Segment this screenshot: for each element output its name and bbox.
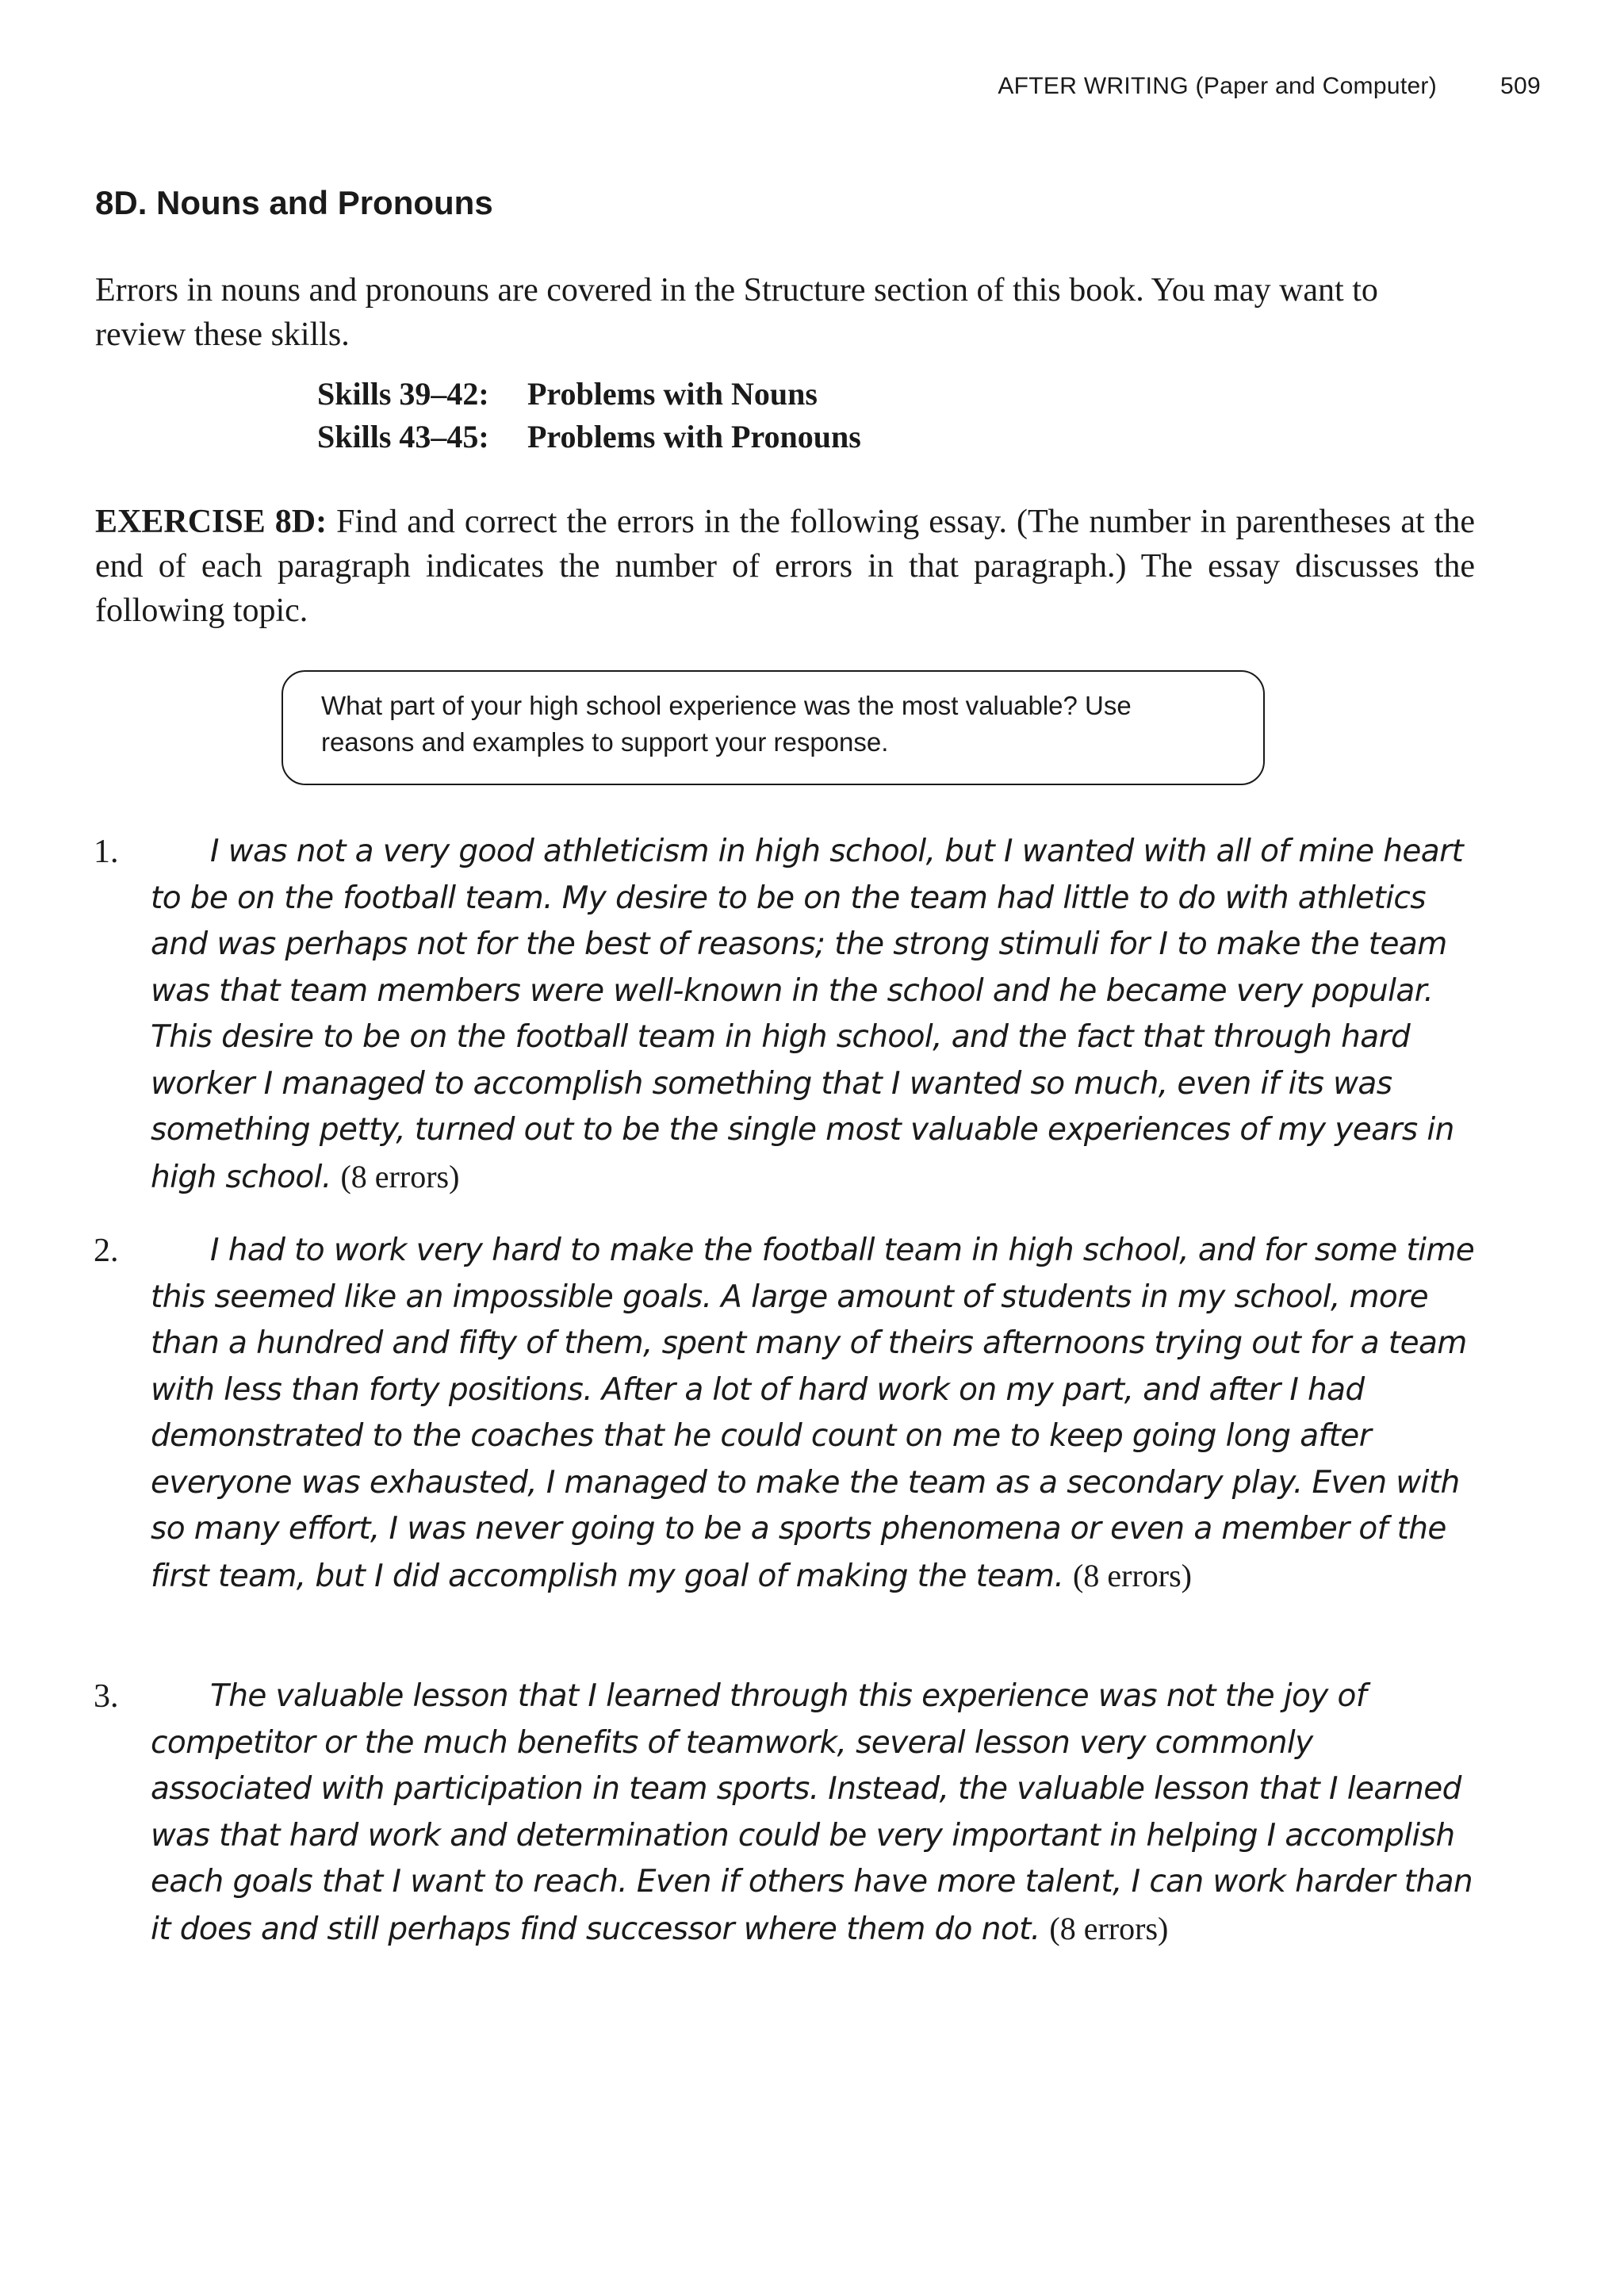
- error-count: (8 errors): [340, 1158, 460, 1194]
- skills-list: [317, 373, 861, 458]
- paragraph-body: [151, 1674, 1483, 1953]
- skills-topic: Problems with Nouns: [527, 376, 818, 412]
- exercise-instructions: [95, 500, 1475, 633]
- error-count: (8 errors): [1073, 1557, 1192, 1593]
- skills-row: [317, 416, 861, 458]
- topic-prompt-text: What part of your high school experience was the most valuable? Use reasons and examples to support your response.: [321, 691, 1132, 757]
- skills-row: [317, 373, 861, 416]
- skills-topic: Problems with Pronouns: [527, 419, 861, 454]
- running-title: AFTER WRITING (Paper and Computer): [998, 73, 1438, 99]
- exercise-text: Find and correct the errors in the following essay. (The number in parentheses at the end of each paragraph indicates the number of errors in that paragraph.) The essay discusses the following topic.: [95, 504, 1475, 629]
- paragraph-number: 1.: [94, 834, 119, 870]
- section-title: 8D. Nouns and Pronouns: [95, 184, 493, 221]
- exercise-label: EXERCISE 8D:: [95, 504, 327, 540]
- paragraph-body: [151, 829, 1483, 1201]
- skills-label: Skills 43–45:: [317, 419, 489, 454]
- paragraph-number: 3.: [94, 1678, 119, 1715]
- paragraph-text: The valuable lesson that I learned through this experience was not the joy of competitor or the much benefits of teamwork, several lesson very commonly associated with participation in team sports. Instead, the valuable lesson that I learned was that hard work and determination could be very important in helping I accomplish each goals that I want to reach. Even if others have more talent, I can work harder than it does and still perhaps find successor where them do not.: [151, 1678, 1473, 1947]
- intro-text: Errors in nouns and pronouns are covered in the Structure section of this book. You may want to review these skills.: [95, 272, 1378, 353]
- topic-prompt-box: [282, 670, 1265, 785]
- paragraph-number: 2.: [94, 1233, 119, 1269]
- paragraph-body: [151, 1228, 1483, 1600]
- error-count: (8 errors): [1049, 1910, 1169, 1946]
- skills-label: Skills 39–42:: [317, 376, 489, 412]
- page-number: 509: [1500, 73, 1541, 99]
- paragraph-text: I was not a very good athleticism in high school, but I wanted with all of mine heart to be on the football team. My desire to be on the team had little to do with athletics and was perhaps not for the best of reasons; the strong stimuli for I to make the team was that team members were well-known in the school and he became very popular. This desire to be on the football team in high school, and the fact that through hard worker I managed to accomplish something that I wanted so much, even if its was something petty, turned out to be the single most valuable experiences of my years in high school.: [151, 834, 1464, 1195]
- paragraph-text: I had to work very hard to make the football team in high school, and for some time this seemed like an impossible goals. A large amount of students in my school, more than a hundred and fifty of them, spent many of theirs afternoons trying out for a team with less than forty positions. After a lot of hard work on my part, and after I had demonstrated to the coaches that he could count on me to keep going long after everyone was exhausted, I managed to make the team as a secondary play. Even with so many effort, I was never going to be a sports phenomena or even a member of the first team, but I did accomplish my goal of making the team.: [151, 1233, 1475, 1594]
- running-head: [998, 73, 1541, 100]
